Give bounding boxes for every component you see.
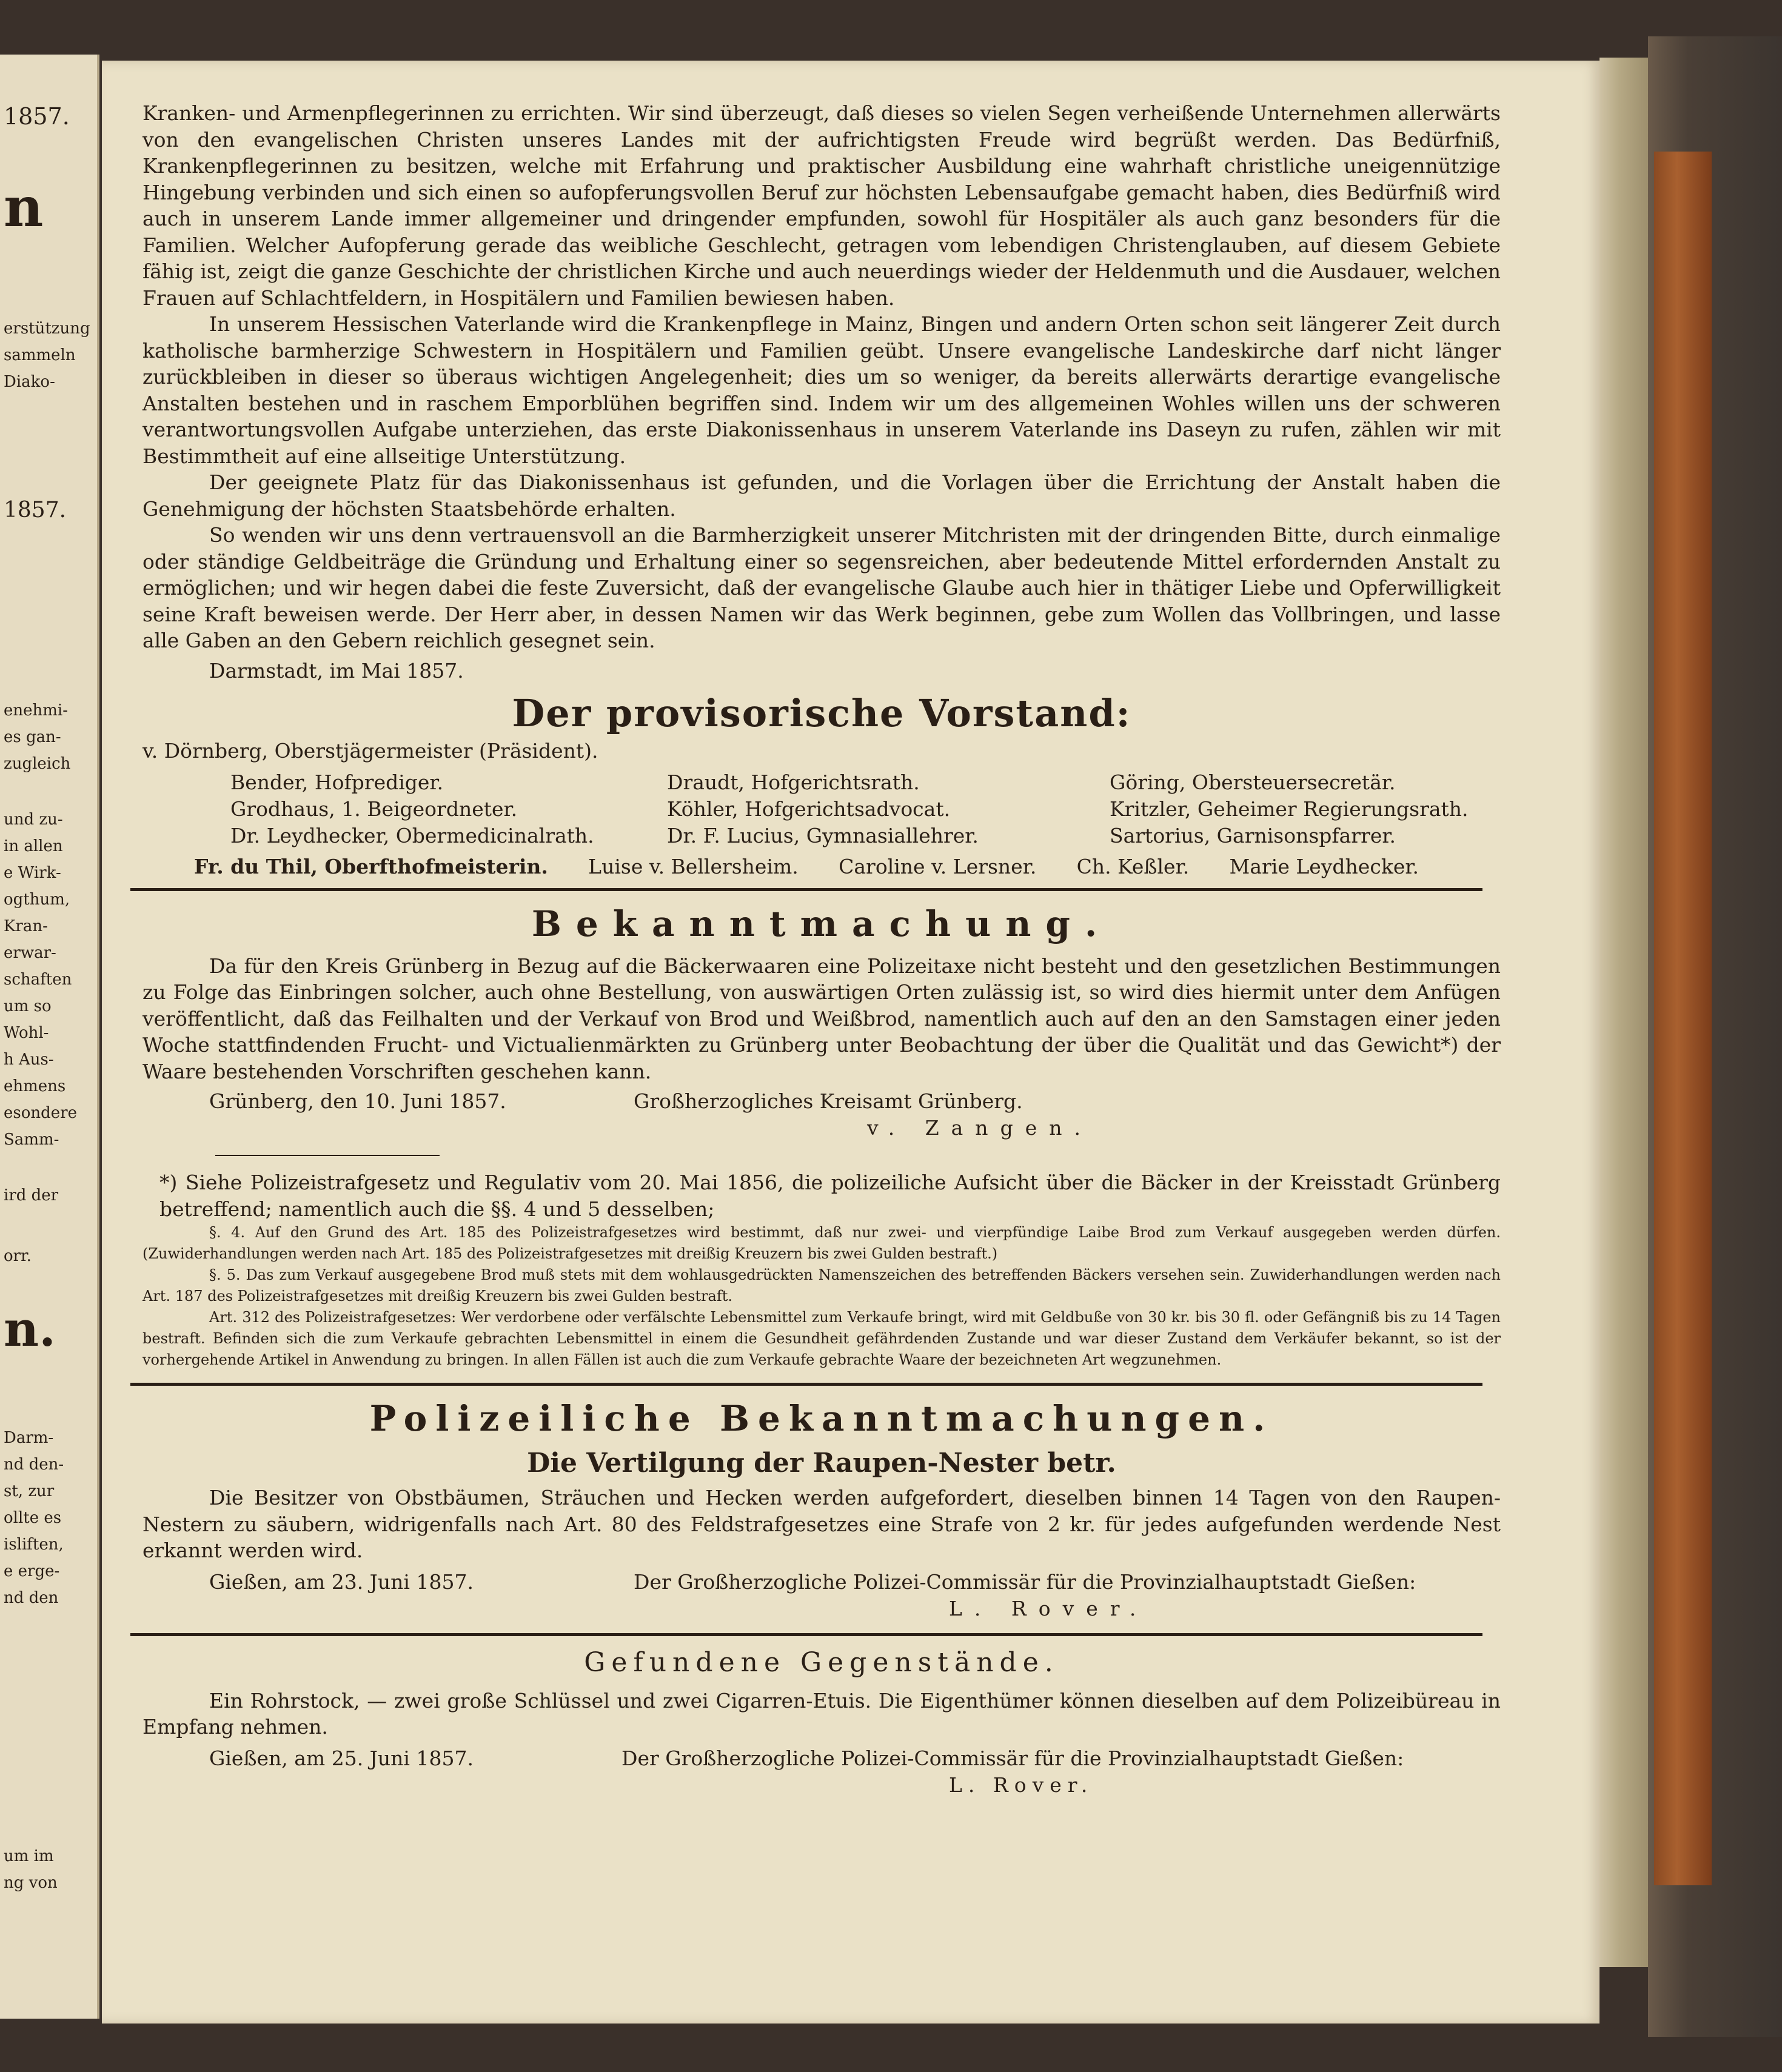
member: Ch. Keßler. [1076,854,1190,878]
subtitle: Die Vertilgung der Raupen-Nester betr. [527,1448,1116,1479]
page-content [142,100,1501,1799]
authority: Der Großherzogliche Polizei-Commissär für die Provinzialhauptstadt Gießen: [634,1569,1416,1594]
paragraph: Der geeignete Platz für das Diakonissenhaus ist gefunden, und die Vorlagen über die Errichtung der Anstalt haben die Genehmigung der höchsten Staatsbehörde erhalten. [142,470,1501,521]
signer-row [142,1596,1501,1622]
signature-row [142,1745,1501,1772]
footnote-main: *) Siehe Polizeistrafgesetz und Regulativ vom 20. Mai 1856, die polizeiliche Aufsicht über die Bäcker in der Kreisstadt Grünberg betreffend; namentlich auch die §§. 4 und 5 desselben; [159,1171,1501,1221]
notice-body: Ein Rohrstock, — zwei große Schlüssel und zwei Cigarren-Etuis. Die Eigenthümer können dieselben auf dem Polizeibüreau in Empfang nehmen. [142,1688,1501,1739]
notice-title: Bekanntmachung. [531,903,1112,944]
left-fragment: Kran- [4,917,48,935]
polizeiliche-bekanntmachungen [142,1398,1501,1622]
signer: L. Rover. [949,1773,1094,1797]
left-fragment: ehmens [4,1077,66,1095]
paragraph: So wenden wir uns denn vertrauensvoll an die Barmherzigkeit unserer Mitchristen mit der dringenden Bitte, durch einmalige oder ständige Geldbeiträge die Gründung und Erhaltung einer so segensreichen, aber bedeutende Mittel erfordernden Anstalt zu ermöglichen; und wir hegen dabei die feste Zuversicht, daß der evangelische Glaube auch hier in thätiger Liebe und Opferwilligkeit seine Kraft beweisen werde. Der Herr aber, in dessen Namen wir das Werk beginnen, gebe zum Wollen das Vollbringen, und lasse alle Gaben an den Gebern reichlich gesegnet sein. [142,523,1501,652]
footnote-rule [215,1155,440,1156]
divider [130,1633,1482,1636]
left-fragment: nd den- [4,1455,64,1474]
member: Bender, Hofprediger. [230,770,444,794]
section-title: Polizeiliche Bekanntmachungen. [369,1398,1274,1439]
left-fragment: sammeln [4,346,76,364]
left-fragment: ng von [4,1874,58,1892]
left-fragment: zugleich [4,755,71,773]
left-fragment: orr. [4,1247,32,1265]
left-page-fragment [0,55,99,2019]
signer: v. Zangen. [867,1116,1093,1140]
leather-binding [1654,152,1712,1885]
member: Dr. F. Lucius, Gymnasiallehrer. [667,823,979,847]
left-fragment: schaften [4,971,72,989]
left-fragment: n [4,175,44,239]
gefundene-gegenstaende [142,1647,1501,1799]
member: Köhler, Hofgerichtsadvocat. [667,797,951,821]
left-fragment: und zu- [4,810,63,829]
left-fragment: erstützung [4,319,90,338]
left-fragment: n. [4,1300,56,1357]
left-fragment: 1857. [4,498,67,523]
left-fragment: ird der [4,1186,59,1205]
member: Luise v. Bellersheim. [588,854,799,878]
bekanntmachung-gruenberg [142,903,1501,1371]
notice-body: Die Besitzer von Obstbäumen, Sträuchen und Hecken werden aufgefordert, dieselben binnen 14 Tagen von den Raupen-Nestern zu säubern, widrigenfalls nach Art. 80 des Feldstrafgesetzes eine Strafe von 2 kr. für jedes aufgefunden werdende Nest erkannt werden wird. [142,1486,1501,1562]
signature-row [142,1569,1501,1596]
left-fragment: enehmi- [4,701,69,720]
paragraph: In unserem Hessischen Vaterlande wird die Krankenpflege in Mainz, Bingen und andern Orten schon seit längerer Zeit durch katholische barmherzige Schwestern in Hospitälern und Familien geübt. Unsere evangelische Landeskirche darf nicht länger zurückbleiben in dieser so überaus wichtigen Angelegenheit; dies um so weniger, da bereits allerwärts derartige evangelische Anstalten bestehen und in raschem Emporblühen begriffen sind. Indem wir um des allgemeinen Wohles willen uns der schweren verantwortungsvollen Aufgabe unterziehen, das erste Diakonissenhaus in unserem Vaterlande ins Daseyn zu rufen, zählen wir mit Bestimmtheit auf eine allseitige Unterstützung. [142,312,1501,468]
member: Fr. du Thil, Oberfthofmeisterin. [194,854,548,878]
left-fragment: ogthum, [4,891,70,909]
signer: L. Rover. [949,1596,1148,1620]
board-members [230,769,1501,849]
place-date: Gießen, am 23. Juni 1857. [209,1569,474,1594]
page-edges [1599,58,1648,1967]
footnote-paragraph-4: §. 4. Auf den Grund des Art. 185 des Polizeistrafgesetzes wird bestimmt, daß nur zwei- und vierpfündige Laibe Brod zum Verkauf ausgegeben werden dürfen. (Zuwiderhandlungen werden nach Art. 185 des Polizeistrafgesetzes mit dreißig Kreuzern bis zwei Gulden bestraft.) [142,1224,1501,1262]
authority: Großherzogliches Kreisamt Grünberg. [634,1089,1023,1113]
left-fragment: e erge- [4,1562,60,1580]
authority: Der Großherzogliche Polizei-Commissär für die Provinzialhauptstadt Gießen: [621,1746,1404,1770]
left-fragment: erwar- [4,944,56,962]
member: Göring, Obersteuersecretär. [1110,770,1396,794]
divider [130,1383,1482,1386]
signer-row [142,1772,1501,1799]
left-fragment: Samm- [4,1131,59,1149]
diakonissen-appeal [142,100,1501,881]
left-fragment: h Aus- [4,1051,54,1069]
left-fragment: es gan- [4,728,61,746]
section-title: Gefundene Gegenstände. [584,1646,1059,1678]
left-fragment: esondere [4,1104,77,1122]
signer-row [142,1115,1501,1141]
left-fragment: e Wirk- [4,864,61,882]
paragraph: Kranken- und Armenpflegerinnen zu errichten. Wir sind überzeugt, daß dieses so vielen Segen verheißende Unternehmen allerwärts von den evangelischen Christen unseres Landes mit der aufrichtigsten Freude wird begrüßt werden. Das Bedürfniß, Krankenpflegerinnen zu besitzen, welche mit Erfahrung und praktischer Ausbildung eine wahrhaft christliche uneigennützige Hingebung verbinden und sich einen so aufopferungsvollen Beruf zur höchsten Lebensaufgabe gemacht haben, dies Bedürfniß wird auch in unserem Lande immer allgemeiner und dringender empfunden, sowohl für Hospitäler als auch ganz besonders für die Familien. Welcher Aufopferung gerade das weibliche Geschlecht, getragen vom lebendigen Christenglauben, auf diesem Gebiete fähig ist, zeigt die ganze Geschichte der christlichen Kirche und auch neuerdings wieder der Heldenmuth und die Ausdauer, welchen Frauen auf Schlachtfeldern, in Hospitälern und Familien bewiesen haben. [142,101,1501,310]
left-fragment: um im [4,1847,54,1865]
left-fragment: in allen [4,837,63,855]
notice-body: Da für den Kreis Grünberg in Bezug auf die Bäckerwaaren eine Polizeitaxe nicht besteht und den gesetzlichen Bestimmungen zu Folge das Einbringen solcher, auch ohne Bestellung, von auswärtigen Orten zulässig ist, so wird dies hiermit unter dem Anfügen veröffentlicht, daß das Feilhalten und der Verkauf von Brod und Weißbrod, namentlich auch auf den an den Samstagen einer jeden Woche stattfindenden Frucht- und Victualienmärkten zu Grünberg unter Beobachtung der über die Qualität und das Gewicht*) der Waare bestehenden Vorschriften geschehen kann. [142,954,1501,1083]
place-date: Gießen, am 25. Juni 1857. [209,1746,474,1770]
left-fragment: Diako- [4,373,55,391]
member: Sartorius, Garnisonspfarrer. [1110,823,1396,847]
member: Kritzler, Geheimer Regierungsrath. [1110,797,1469,821]
place-date: Grünberg, den 10. Juni 1857. [209,1089,506,1113]
left-fragment: Darm- [4,1429,54,1447]
footnote-paragraph-5: §. 5. Das zum Verkauf ausgegebene Brod muß stets mit dem wohlausgedrückten Namenszeichen des betreffenden Bäckers versehen sein. Zuwiderhandlungen werden nach Art. 187 des Polizeistrafgesetzes mit dreißig Kreuzern bis zwei Gulden bestraft. [142,1266,1501,1305]
member: Marie Leydhecker. [1229,854,1419,878]
left-fragment: Wohl- [4,1024,49,1042]
left-fragment: isliften, [4,1536,64,1554]
member: Dr. Leydhecker, Obermedicinalrath. [230,823,594,847]
left-fragment: nd den [4,1589,59,1607]
left-fragment: um so [4,997,52,1015]
place-date: Darmstadt, im Mai 1857. [209,658,464,683]
divider [130,888,1482,891]
signature-row [142,1088,1501,1115]
left-fragment: ollte es [4,1509,62,1527]
president: v. Dörnberg, Oberstjägermeister (Präsident). [142,739,598,763]
member: Caroline v. Lersner. [839,854,1037,878]
footnote-art-312: Art. 312 des Polizeistrafgesetzes: Wer verdorbene oder verfälschte Lebensmittel zum Verkaufe bringt, wird mit Geldbuße von 30 kr. bis 30 fl. oder Gefängniß bis zu 14 Tagen bestraft. Befinden sich die zum Verkaufe gebrachten Lebensmittel in einem die Gesundheit gefährdenden Zustande und war dieser Zustand dem Verkäufer bekannt, so ist der vorhergehende Artikel in Anwendung zu bringen. In allen Fällen ist auch die zum Verkaufe gebrachte Waare der bezeichneten Art wegzunehmen. [142,1309,1501,1368]
left-fragment: st, zur [4,1482,55,1500]
member: Grodhaus, 1. Beigeordneter. [230,797,518,821]
women-members [194,853,1419,881]
member: Draudt, Hofgerichtsrath. [667,770,920,794]
left-fragment: 1857. [4,103,70,130]
board-title: Der provisorische Vorstand: [512,691,1131,735]
